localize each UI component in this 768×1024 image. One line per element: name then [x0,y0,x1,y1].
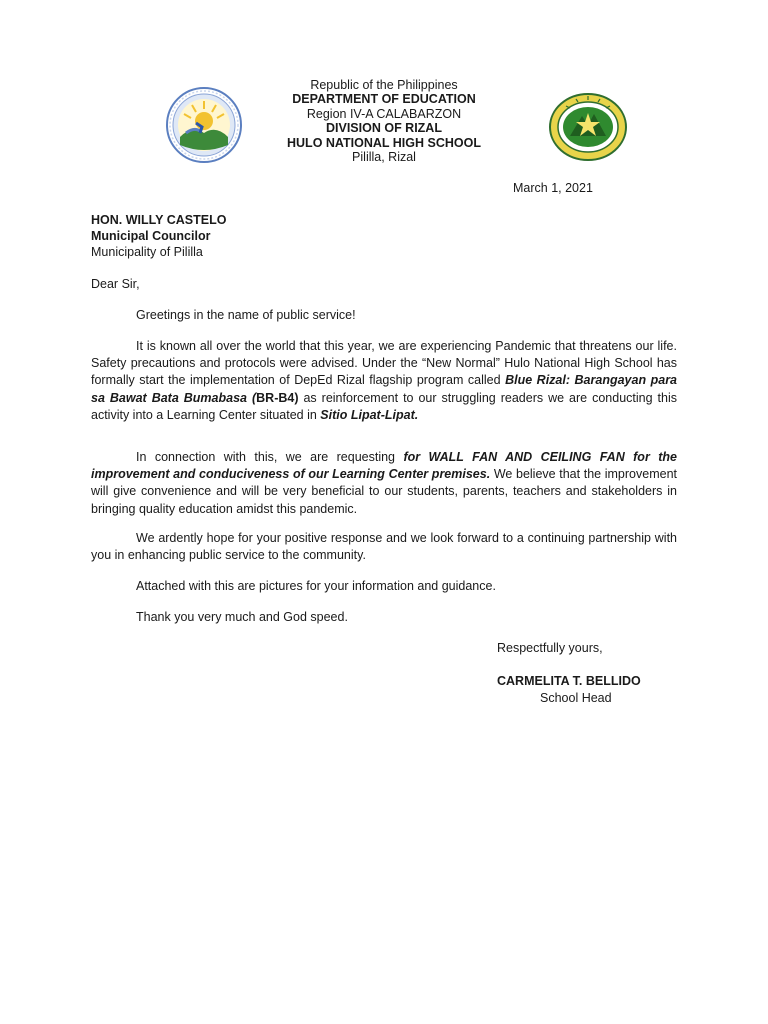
letter-date: March 1, 2021 [513,181,593,195]
division-line: DIVISION OF RIZAL [326,121,442,136]
paragraph-context [91,338,677,424]
signer-name: CARMELITA T. BELLIDO [497,674,641,688]
location-line: Pililla, Rizal [352,150,416,165]
addressee-position: Municipal Councilor [91,229,211,243]
closing: Respectfully yours, [497,641,603,655]
paragraph-greeting: Greetings in the name of public service! [136,308,356,322]
signer-title: School Head [540,690,612,705]
region-line: Region IV-A CALABARZON [306,106,462,121]
paragraph-hope: We ardently hope for your positive response and we look forward to a continuing partnership with you in enhancing public service to the community. [91,531,677,563]
addressee-name: HON. WILLY CASTELO [91,213,227,227]
signature-block [497,673,641,706]
paragraph-request [91,449,677,518]
program-name: Blue Rizal: Barangayan para sa Bawat Bata Bumabasa ( [91,373,678,405]
salutation: Dear Sir, [91,277,140,291]
request-benefit: We believe that the improvement will give convenience and will be very beneficial to our students, parents, teachers and stakeholders in bringing quality education amidst this pandemic. [91,467,677,516]
request-intro: In connection with this, we are requesting [136,450,404,464]
learning-center-location: Sitio Lipat-Lipat. [320,407,419,422]
department-line: DEPARTMENT OF EDUCATION [292,92,476,107]
context-text: It is known all over the world that this year, we are experiencing Pandemic that threatens our life. Safety precautions and protocols were advised. Under the “New Normal” Hulo National High School has formally start the implementation of DepEd Rizal flagship program called [91,339,677,388]
request-items: for WALL FAN AND CEILING FAN for the improvement and conduciveness of our Learning Center premises. [91,450,677,482]
country-line: Republic of the Philippines [310,78,458,92]
addressee-block [91,212,226,260]
addressee-office: Municipality of Pililla [91,245,203,259]
program-code: BR-B4) [256,390,299,405]
context-text-cont: as reinforcement to our struggling readers we are conducting this activity into a Learning Center situated in [91,390,677,422]
letterhead [200,78,568,164]
school-line: HULO NATIONAL HIGH SCHOOL [287,135,481,150]
paragraph-attachment: Attached with this are pictures for your information and guidance. [136,579,496,593]
paragraph-thanks: Thank you very much and God speed. [136,610,348,624]
